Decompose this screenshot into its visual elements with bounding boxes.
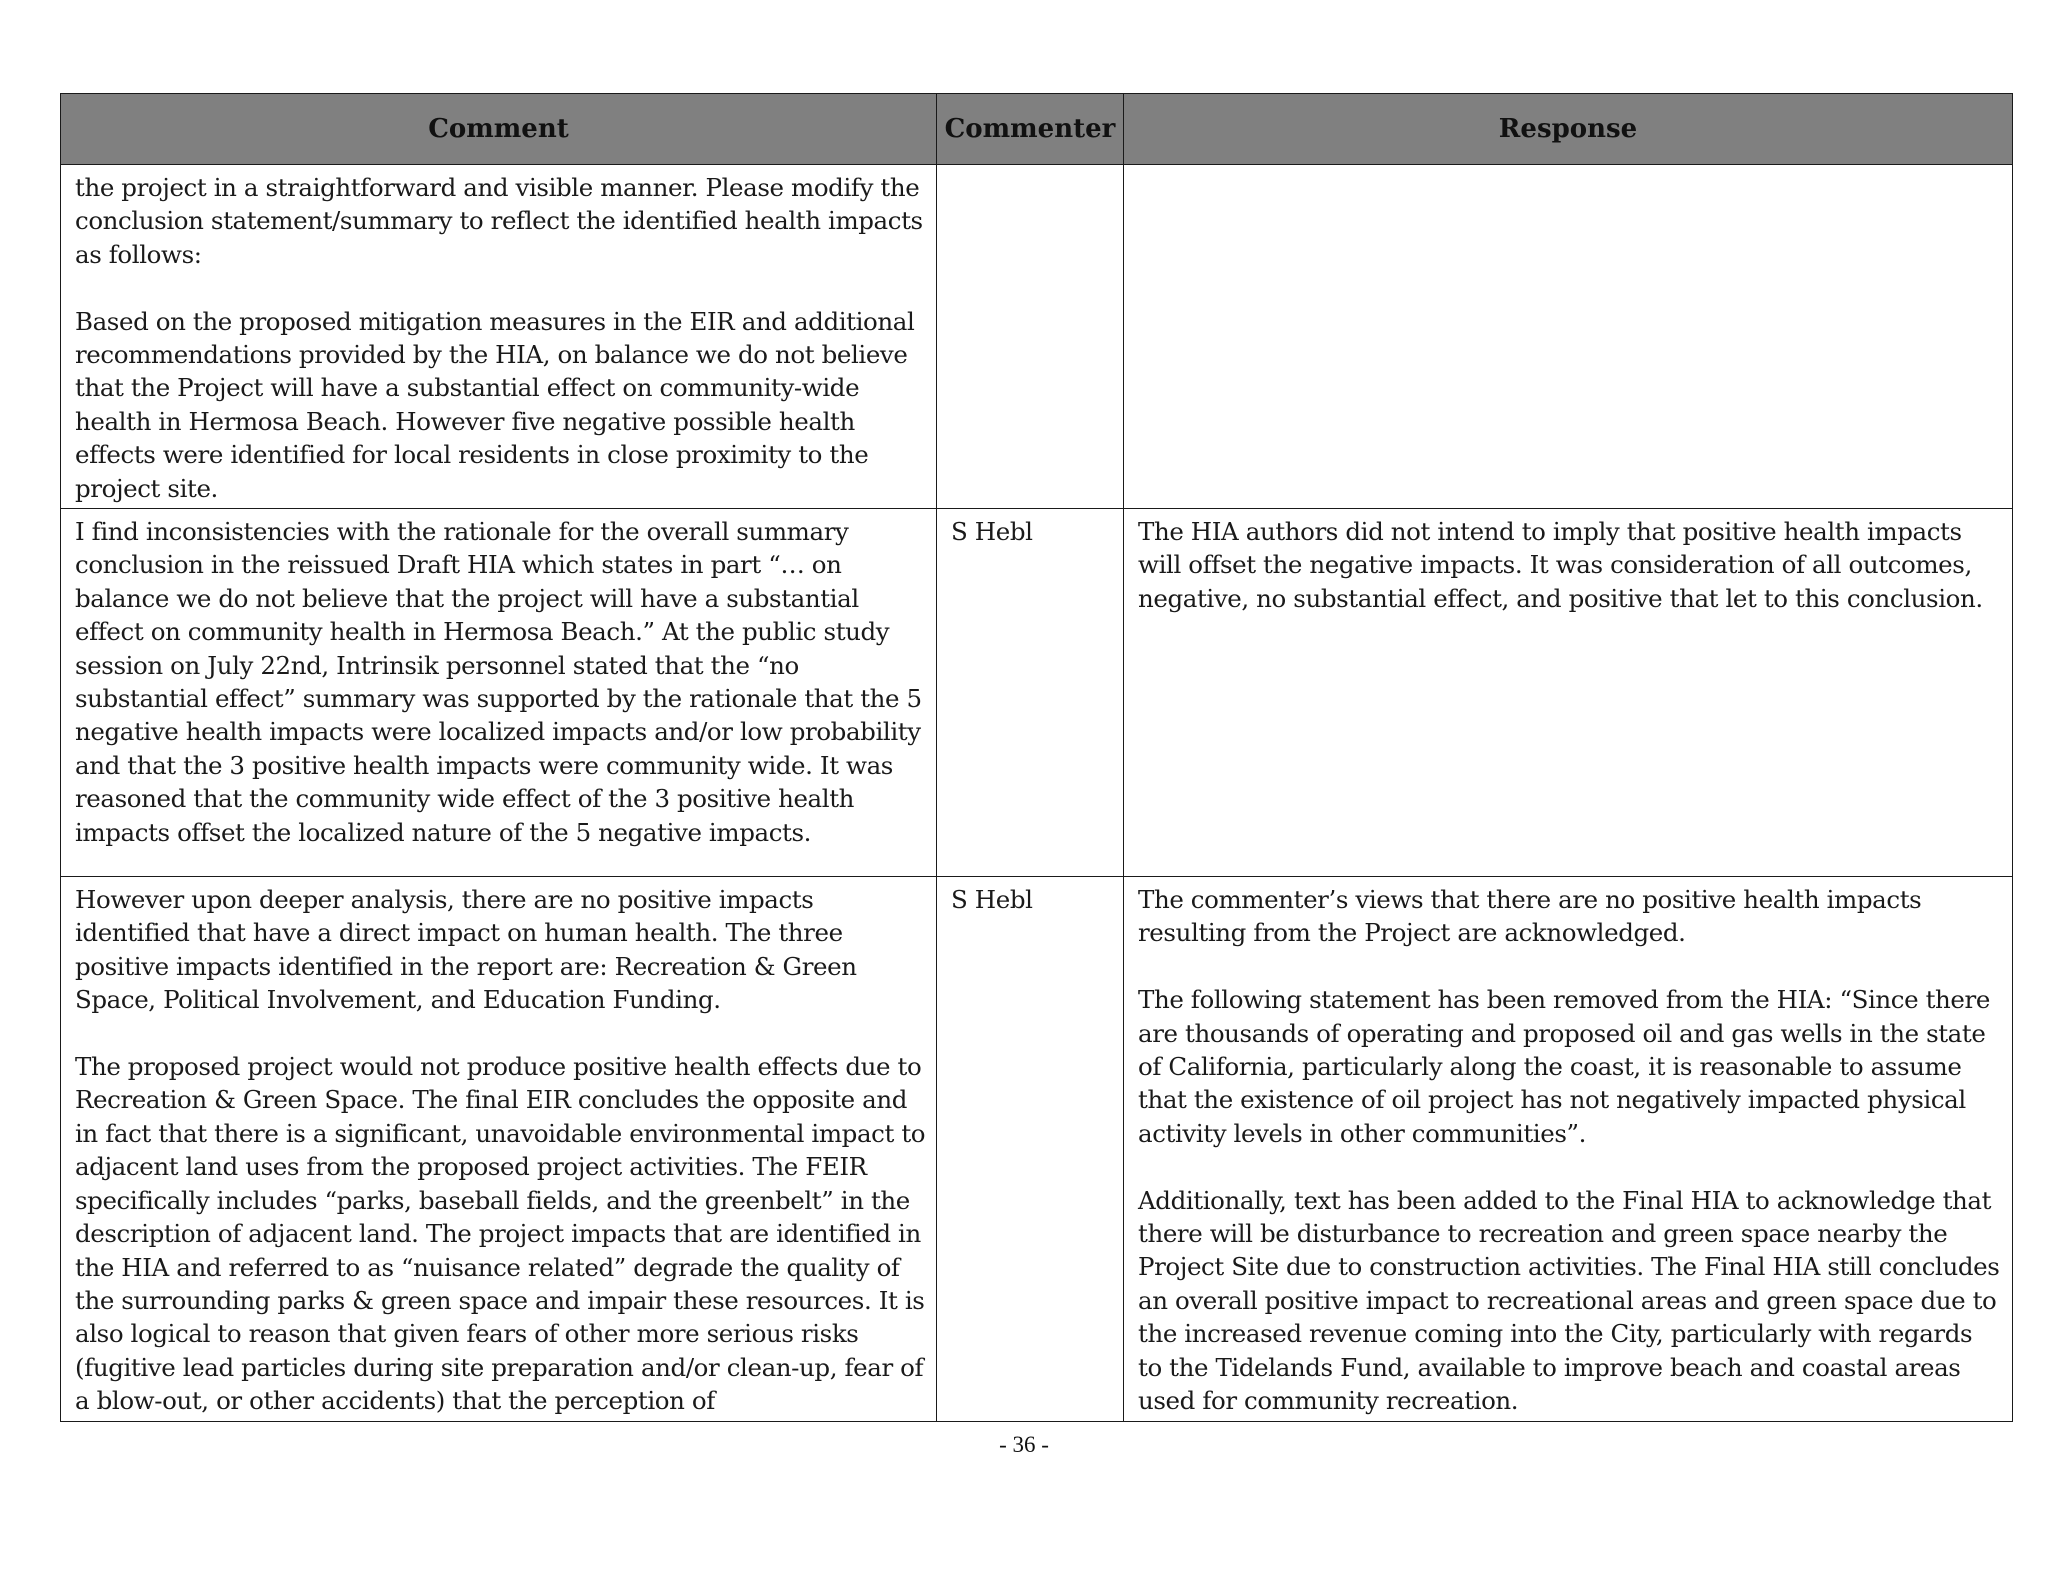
column-header-response: Response	[1124, 94, 2013, 165]
response-paragraph: The commenter’s views that there are no positive health impacts resulting from the Project are acknowledged.	[1138, 885, 1922, 948]
paragraph-gap	[75, 1017, 926, 1050]
response-cell	[1124, 877, 2013, 1421]
comment-cell	[61, 165, 937, 509]
comment-paragraph: The proposed project would not produce positive health effects due to Recreation & Green Space. The final EIR concludes the opposite and in fact that there is a significant, unavoidable environmental impact to adjacent land uses from the proposed project activities. The FEIR specifically includes “parks, baseball fields, and the greenbelt” in the description of adjacent land. The project impacts that are identified in the HIA and referred to as “nuisance related” degrade the quality of the surrounding parks & green space and impair these resources. It is also logical to reason that given fears of other more serious risks (fugitive lead particles during site preparation and/or clean-up, fear of a blow-out, or other accidents) that the perception of	[75, 1052, 926, 1416]
table-row	[61, 165, 2013, 509]
comment-response-table	[60, 93, 2013, 1422]
commenter-cell: S Hebl	[937, 509, 1124, 877]
header-row	[61, 94, 2013, 165]
comment-paragraph: the project in a straightforward and visible manner. Please modify the conclusion statement/summary to reflect the identified health impacts as follows:	[75, 173, 923, 269]
comment-paragraph: I find inconsistencies with the rationale for the overall summary conclusion in the reissued Draft HIA which states in part “… on balance we do not believe that the project will have a substantial effect on community health in Hermosa Beach.” At the public study session on July 22nd, Intrinsik personnel stated that the “no substantial effect” summary was supported by the rationale that the 5 negative health impacts were localized impacts and/or low probability and that the 3 positive health impacts were community wide. It was reasoned that the community wide effect of the 3 positive health impacts offset the localized nature of the 5 negative impacts.	[75, 517, 922, 847]
paragraph-gap	[1138, 1150, 2002, 1183]
response-paragraph: The HIA authors did not intend to imply that positive health impacts will offset the negative impacts. It was consideration of all outcomes, negative, no substantial effect, and positive that let to this conclusion.	[1138, 517, 1983, 613]
table-row	[61, 509, 2013, 877]
page-number: - 36 -	[999, 1432, 1049, 1457]
column-header-commenter: Commenter	[937, 94, 1124, 165]
comment-paragraph: Based on the proposed mitigation measures in the EIR and additional recommendations provided by the HIA, on balance we do not believe that the Project will have a substantial effect on community-wide health in Hermosa Beach. However five negative possible health effects were identified for local residents in close proximity to the project site.	[75, 306, 915, 503]
table-row	[61, 877, 2013, 1421]
response-cell	[1124, 509, 2013, 877]
table-body	[61, 165, 2013, 1422]
response-cell	[1124, 165, 2013, 509]
response-paragraph: Additionally, text has been added to the Final HIA to acknowledge that there will be disturbance to recreation and green space nearby the Project Site due to construction activities. The Final HIA still concludes an overall positive impact to recreational areas and green space due to the increased revenue coming into the City, particularly with regards to the Tidelands Fund, available to improve beach and coastal areas used for community recreation.	[1138, 1185, 2000, 1416]
table-header	[61, 94, 2013, 165]
commenter-cell	[937, 165, 1124, 509]
comment-cell	[61, 877, 937, 1421]
column-header-comment: Comment	[61, 94, 937, 165]
comment-cell	[61, 509, 937, 877]
paragraph-gap	[1138, 950, 2002, 983]
paragraph-gap	[75, 271, 926, 304]
response-paragraph: The following statement has been removed from the HIA: “Since there are thousands of operating and proposed oil and gas wells in the state of California, particularly along the coast, it is reasonable to assume that the existence of oil project has not negatively impacted physical activity levels in other communities”.	[1138, 985, 1990, 1148]
comment-paragraph: However upon deeper analysis, there are no positive impacts identified that have a direct impact on human health. The three positive impacts identified in the report are: Recreation & Green Space, Political Involvement, and Education Funding.	[75, 885, 857, 1015]
commenter-cell: S Hebl	[937, 877, 1124, 1421]
